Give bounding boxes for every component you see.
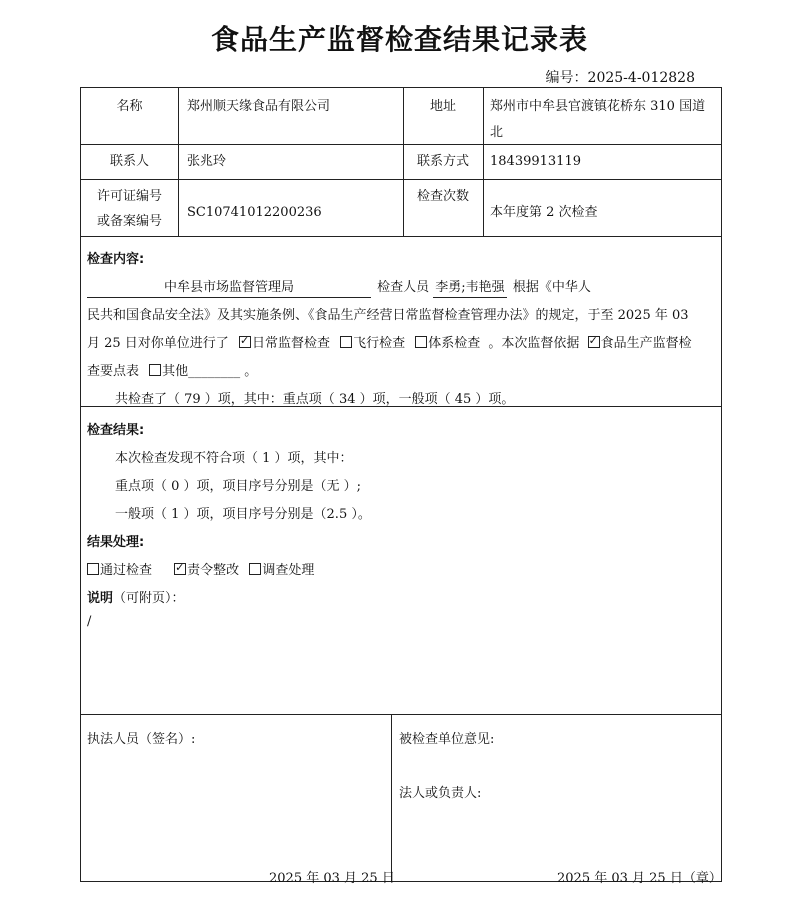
- results-line2: 重点项（ 0 ）项，项目序号分别是（无 ）;: [115, 479, 362, 494]
- handling-heading: 结果处理:: [87, 535, 145, 550]
- row-divider: [81, 144, 721, 145]
- type-flight-label: 飞行检查: [353, 336, 406, 351]
- address-label: 地址: [429, 99, 456, 114]
- inspectors-field: 李勇;韦艳强: [433, 279, 506, 298]
- license-label-line1: 许可证编号: [96, 189, 162, 204]
- inspection-line2: 民共和国食品安全法》及其实施条例、《食品生产经营日常监督检查管理办法》的规定，于至 2025 年 03: [87, 308, 689, 323]
- document-number: 编号：2025-4-012828: [545, 70, 695, 86]
- address-value-line2: 北: [490, 125, 504, 140]
- row-divider: [81, 179, 721, 180]
- name-label: 名称: [116, 99, 143, 114]
- checkbox-icon: [87, 563, 99, 575]
- checked-box-icon: [239, 336, 251, 348]
- phone-value: 18439913119: [490, 154, 581, 169]
- note-heading: 说明: [87, 591, 114, 606]
- col-divider: [178, 88, 179, 236]
- basis-table-option: [588, 336, 692, 351]
- results-line1: 本次检查发现不符合项（ 1 ）项，其中：: [115, 451, 353, 466]
- basis-table-label: 食品生产监督检: [600, 336, 692, 351]
- checkbox-icon: [340, 336, 352, 348]
- license-label-line2: 或备案编号: [96, 214, 162, 229]
- row-divider: [81, 236, 721, 237]
- type-daily-option: [239, 336, 330, 351]
- record-form: [80, 87, 722, 886]
- basis-other-label: 其他________ 。: [162, 364, 258, 379]
- results-line3: 一般项（ 1 ）项，项目序号分别是（2.5 ）。: [115, 507, 371, 522]
- inspector-label: 检查人员: [377, 280, 430, 295]
- inspection-line1-tail: 根据《中华人: [512, 280, 591, 295]
- inspection-line3: [87, 332, 692, 351]
- opt-investigate-label: 调查处理: [262, 563, 315, 578]
- checkbox-icon: [415, 336, 427, 348]
- phone-label: 联系方式: [416, 154, 469, 169]
- agency-field: 中牟县市场监督管理局: [87, 279, 371, 298]
- note-value: /: [87, 614, 92, 629]
- legal-person-label: 法人或负责人:: [399, 786, 482, 801]
- inspection-summary: 共检查了（ 79 ）项，其中：重点项（ 34 ）项，一般项（ 45 ）项。: [115, 392, 515, 407]
- checkbox-icon: [149, 364, 161, 376]
- checked-box-icon: [588, 336, 600, 348]
- type-system-option: [415, 336, 480, 351]
- basis-table-label-cont: 查要点表: [87, 364, 140, 379]
- type-daily-label: 日常监督检查: [251, 336, 330, 351]
- opt-rectify-label: 责令整改: [187, 563, 240, 578]
- count-label: 检查次数: [416, 189, 469, 204]
- unit-opinion-label: 被检查单位意见:: [399, 732, 495, 747]
- note-line: [87, 587, 185, 606]
- handling-options: [87, 559, 314, 578]
- type-system-label: 体系检查: [428, 336, 481, 351]
- row-divider: [81, 714, 721, 715]
- basis-text: 。本次监督依据: [488, 336, 580, 351]
- opt-investigate: [249, 563, 314, 578]
- basis-other-option: [149, 364, 257, 379]
- officer-date: 2025 年 03 月 25 日: [269, 871, 395, 886]
- opt-rectify: [174, 563, 239, 578]
- note-hint: （可附页）：: [113, 591, 185, 606]
- contact-label: 联系人: [109, 154, 149, 169]
- results-heading: 检查结果:: [87, 423, 145, 438]
- license-value: SC10741012200236: [187, 205, 322, 220]
- contact-value: 张兆玲: [187, 154, 227, 169]
- address-value-line1: 郑州市中牟县官渡镇花桥东 310 国道: [490, 99, 706, 114]
- inspection-line1: [87, 276, 591, 298]
- checked-box-icon: [174, 563, 186, 575]
- checkbox-icon: [249, 563, 261, 575]
- col-divider: [483, 88, 484, 236]
- inspection-line4: [87, 360, 257, 379]
- name-value: 郑州顺天缘食品有限公司: [187, 99, 331, 114]
- type-flight-option: [340, 336, 405, 351]
- unit-date: 2025 年 03 月 25 日（章）: [557, 871, 722, 886]
- col-divider: [391, 714, 392, 882]
- inspection-heading: 检查内容:: [87, 252, 145, 267]
- opt-pass-label: 通过检查: [100, 563, 153, 578]
- officer-signature-label: 执法人员（签名）:: [87, 732, 196, 747]
- document-title: 食品生产监督检查结果记录表: [210, 23, 588, 56]
- count-value: 本年度第 2 次检查: [490, 205, 598, 220]
- inspection-line3-head: 月 25 日对你单位进行了: [87, 336, 229, 351]
- opt-pass: [87, 563, 152, 578]
